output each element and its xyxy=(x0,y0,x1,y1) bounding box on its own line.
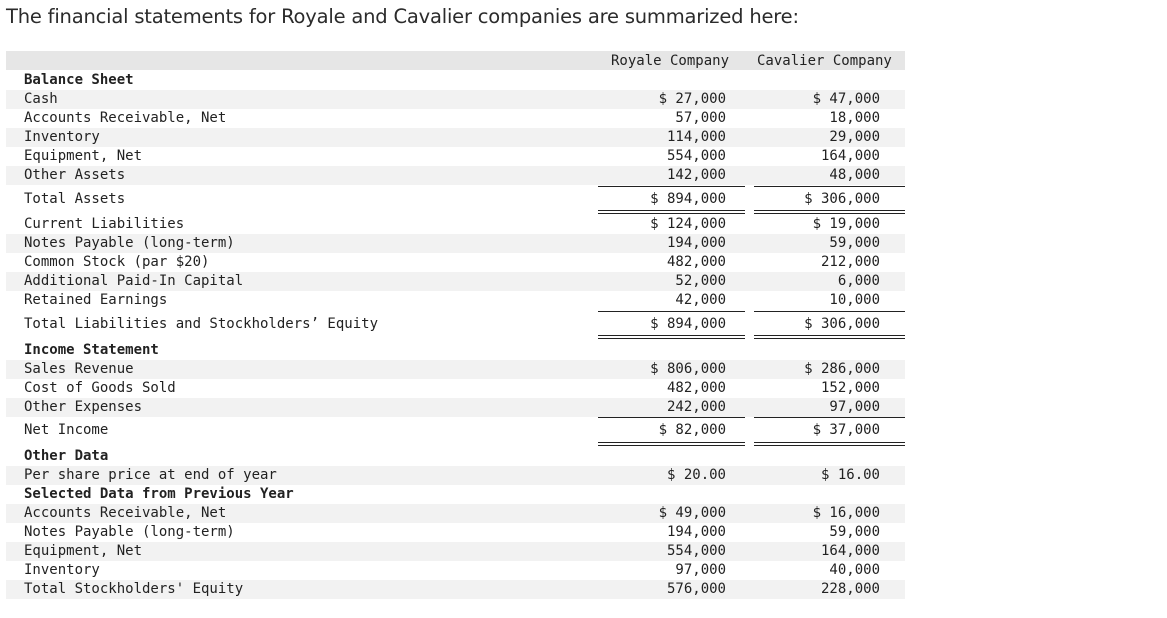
table-row xyxy=(6,215,905,234)
section-row xyxy=(6,485,905,504)
cavalier-value: 212,000 xyxy=(820,254,880,270)
royale-value: 42,000 xyxy=(675,292,726,308)
royale-value: 554,000 xyxy=(666,543,726,559)
section-other-data: Other Data xyxy=(24,448,109,464)
table-row xyxy=(6,504,905,523)
row-label: Notes Payable (long-term) xyxy=(24,235,235,251)
royale-value: 114,000 xyxy=(666,129,726,145)
table-row xyxy=(6,561,905,580)
double-rule xyxy=(754,442,905,446)
row-label: Accounts Receivable, Net xyxy=(24,505,227,521)
royale-value: 482,000 xyxy=(666,254,726,270)
rule-line xyxy=(754,186,905,187)
royale-value: $ 894,000 xyxy=(650,191,726,207)
cavalier-value: 164,000 xyxy=(820,543,880,559)
cavalier-value: 59,000 xyxy=(829,235,880,251)
cavalier-value: $ 306,000 xyxy=(804,191,880,207)
rule-line xyxy=(598,311,745,312)
table-row xyxy=(6,128,905,147)
section-previous-year: Selected Data from Previous Year xyxy=(24,486,294,502)
section-balance-sheet: Balance Sheet xyxy=(24,72,134,88)
royale-value: 576,000 xyxy=(666,581,726,597)
royale-value: 482,000 xyxy=(666,380,726,396)
royale-value: 52,000 xyxy=(675,273,726,289)
cavalier-value: $ 47,000 xyxy=(812,91,880,107)
double-rule xyxy=(754,210,905,214)
royale-value: $ 82,000 xyxy=(658,422,726,438)
double-rule xyxy=(598,210,745,214)
cavalier-value: 18,000 xyxy=(829,110,880,126)
table-row xyxy=(6,542,905,561)
row-label: Cost of Goods Sold xyxy=(24,380,176,396)
row-label: Total Stockholders' Equity xyxy=(24,581,244,597)
royale-value: 194,000 xyxy=(666,235,726,251)
cavalier-value: 6,000 xyxy=(837,273,880,289)
table-row xyxy=(6,523,905,542)
table-row xyxy=(6,580,905,599)
row-label: Total Liabilities and Stockholders’ Equity xyxy=(24,316,379,332)
cavalier-value: 164,000 xyxy=(820,148,880,164)
section-row xyxy=(6,341,905,360)
row-label: Additional Paid-In Capital xyxy=(24,273,244,289)
row-label: Equipment, Net xyxy=(24,543,143,559)
section-row xyxy=(6,71,905,90)
row-label: Current Liabilities xyxy=(24,216,185,232)
cavalier-value: 97,000 xyxy=(829,399,880,415)
royale-value: $ 124,000 xyxy=(650,216,726,232)
cavalier-value: $ 16.00 xyxy=(820,467,880,483)
row-label: Equipment, Net xyxy=(24,148,143,164)
cavalier-value: $ 16,000 xyxy=(812,505,880,521)
table-row xyxy=(6,90,905,109)
table-header xyxy=(6,51,905,70)
cavalier-value: 40,000 xyxy=(829,562,880,578)
row-label: Retained Earnings xyxy=(24,292,168,308)
cavalier-value: $ 306,000 xyxy=(804,316,880,332)
table-row xyxy=(6,360,905,379)
row-label: Common Stock (par $20) xyxy=(24,254,210,270)
section-income-statement: Income Statement xyxy=(24,342,159,358)
table-row xyxy=(6,272,905,291)
intro-text: The financial statements for Royale and Cavalier companies are summarized here: xyxy=(6,5,799,28)
royale-value: 242,000 xyxy=(666,399,726,415)
row-label: Cash xyxy=(24,91,58,107)
royale-value: 142,000 xyxy=(666,167,726,183)
cavalier-value: 152,000 xyxy=(820,380,880,396)
cavalier-value: 48,000 xyxy=(829,167,880,183)
row-label: Inventory xyxy=(24,562,100,578)
header-royale: Royale Company xyxy=(611,53,730,69)
row-label: Total Assets xyxy=(24,191,126,207)
cavalier-value: 29,000 xyxy=(829,129,880,145)
row-label: Notes Payable (long-term) xyxy=(24,524,235,540)
royale-value: $ 49,000 xyxy=(658,505,726,521)
rule-line xyxy=(754,417,905,418)
section-row xyxy=(6,447,905,466)
table-row xyxy=(6,147,905,166)
row-label: Other Assets xyxy=(24,167,126,183)
royale-value: 554,000 xyxy=(666,148,726,164)
double-rule xyxy=(754,335,905,339)
cavalier-value: $ 19,000 xyxy=(812,216,880,232)
header-cavalier: Cavalier Company xyxy=(757,53,892,69)
row-label: Inventory xyxy=(24,129,100,145)
row-label: Other Expenses xyxy=(24,399,143,415)
cavalier-value: $ 37,000 xyxy=(812,422,880,438)
total-row xyxy=(6,190,905,209)
table-row xyxy=(6,291,905,310)
row-label: Sales Revenue xyxy=(24,361,134,377)
table-row xyxy=(6,109,905,128)
table-row xyxy=(6,234,905,253)
rule-line xyxy=(598,186,745,187)
cavalier-value: $ 286,000 xyxy=(804,361,880,377)
table-row xyxy=(6,166,905,185)
rule-line xyxy=(598,417,745,418)
cavalier-value: 59,000 xyxy=(829,524,880,540)
royale-value: 194,000 xyxy=(666,524,726,540)
royale-value: $ 806,000 xyxy=(650,361,726,377)
table-row xyxy=(6,466,905,485)
royale-value: 57,000 xyxy=(675,110,726,126)
royale-value: 97,000 xyxy=(675,562,726,578)
cavalier-value: 228,000 xyxy=(820,581,880,597)
row-label: Per share price at end of year xyxy=(24,467,277,483)
royale-value: $ 20.00 xyxy=(666,467,726,483)
row-label: Accounts Receivable, Net xyxy=(24,110,227,126)
royale-value: $ 894,000 xyxy=(650,316,726,332)
table-row xyxy=(6,398,905,417)
total-row xyxy=(6,315,905,334)
double-rule xyxy=(598,335,745,339)
total-row xyxy=(6,421,905,440)
table-row xyxy=(6,379,905,398)
cavalier-value: 10,000 xyxy=(829,292,880,308)
rule-line xyxy=(754,311,905,312)
royale-value: $ 27,000 xyxy=(658,91,726,107)
row-label: Net Income xyxy=(24,422,109,438)
table-row xyxy=(6,253,905,272)
double-rule xyxy=(598,442,745,446)
